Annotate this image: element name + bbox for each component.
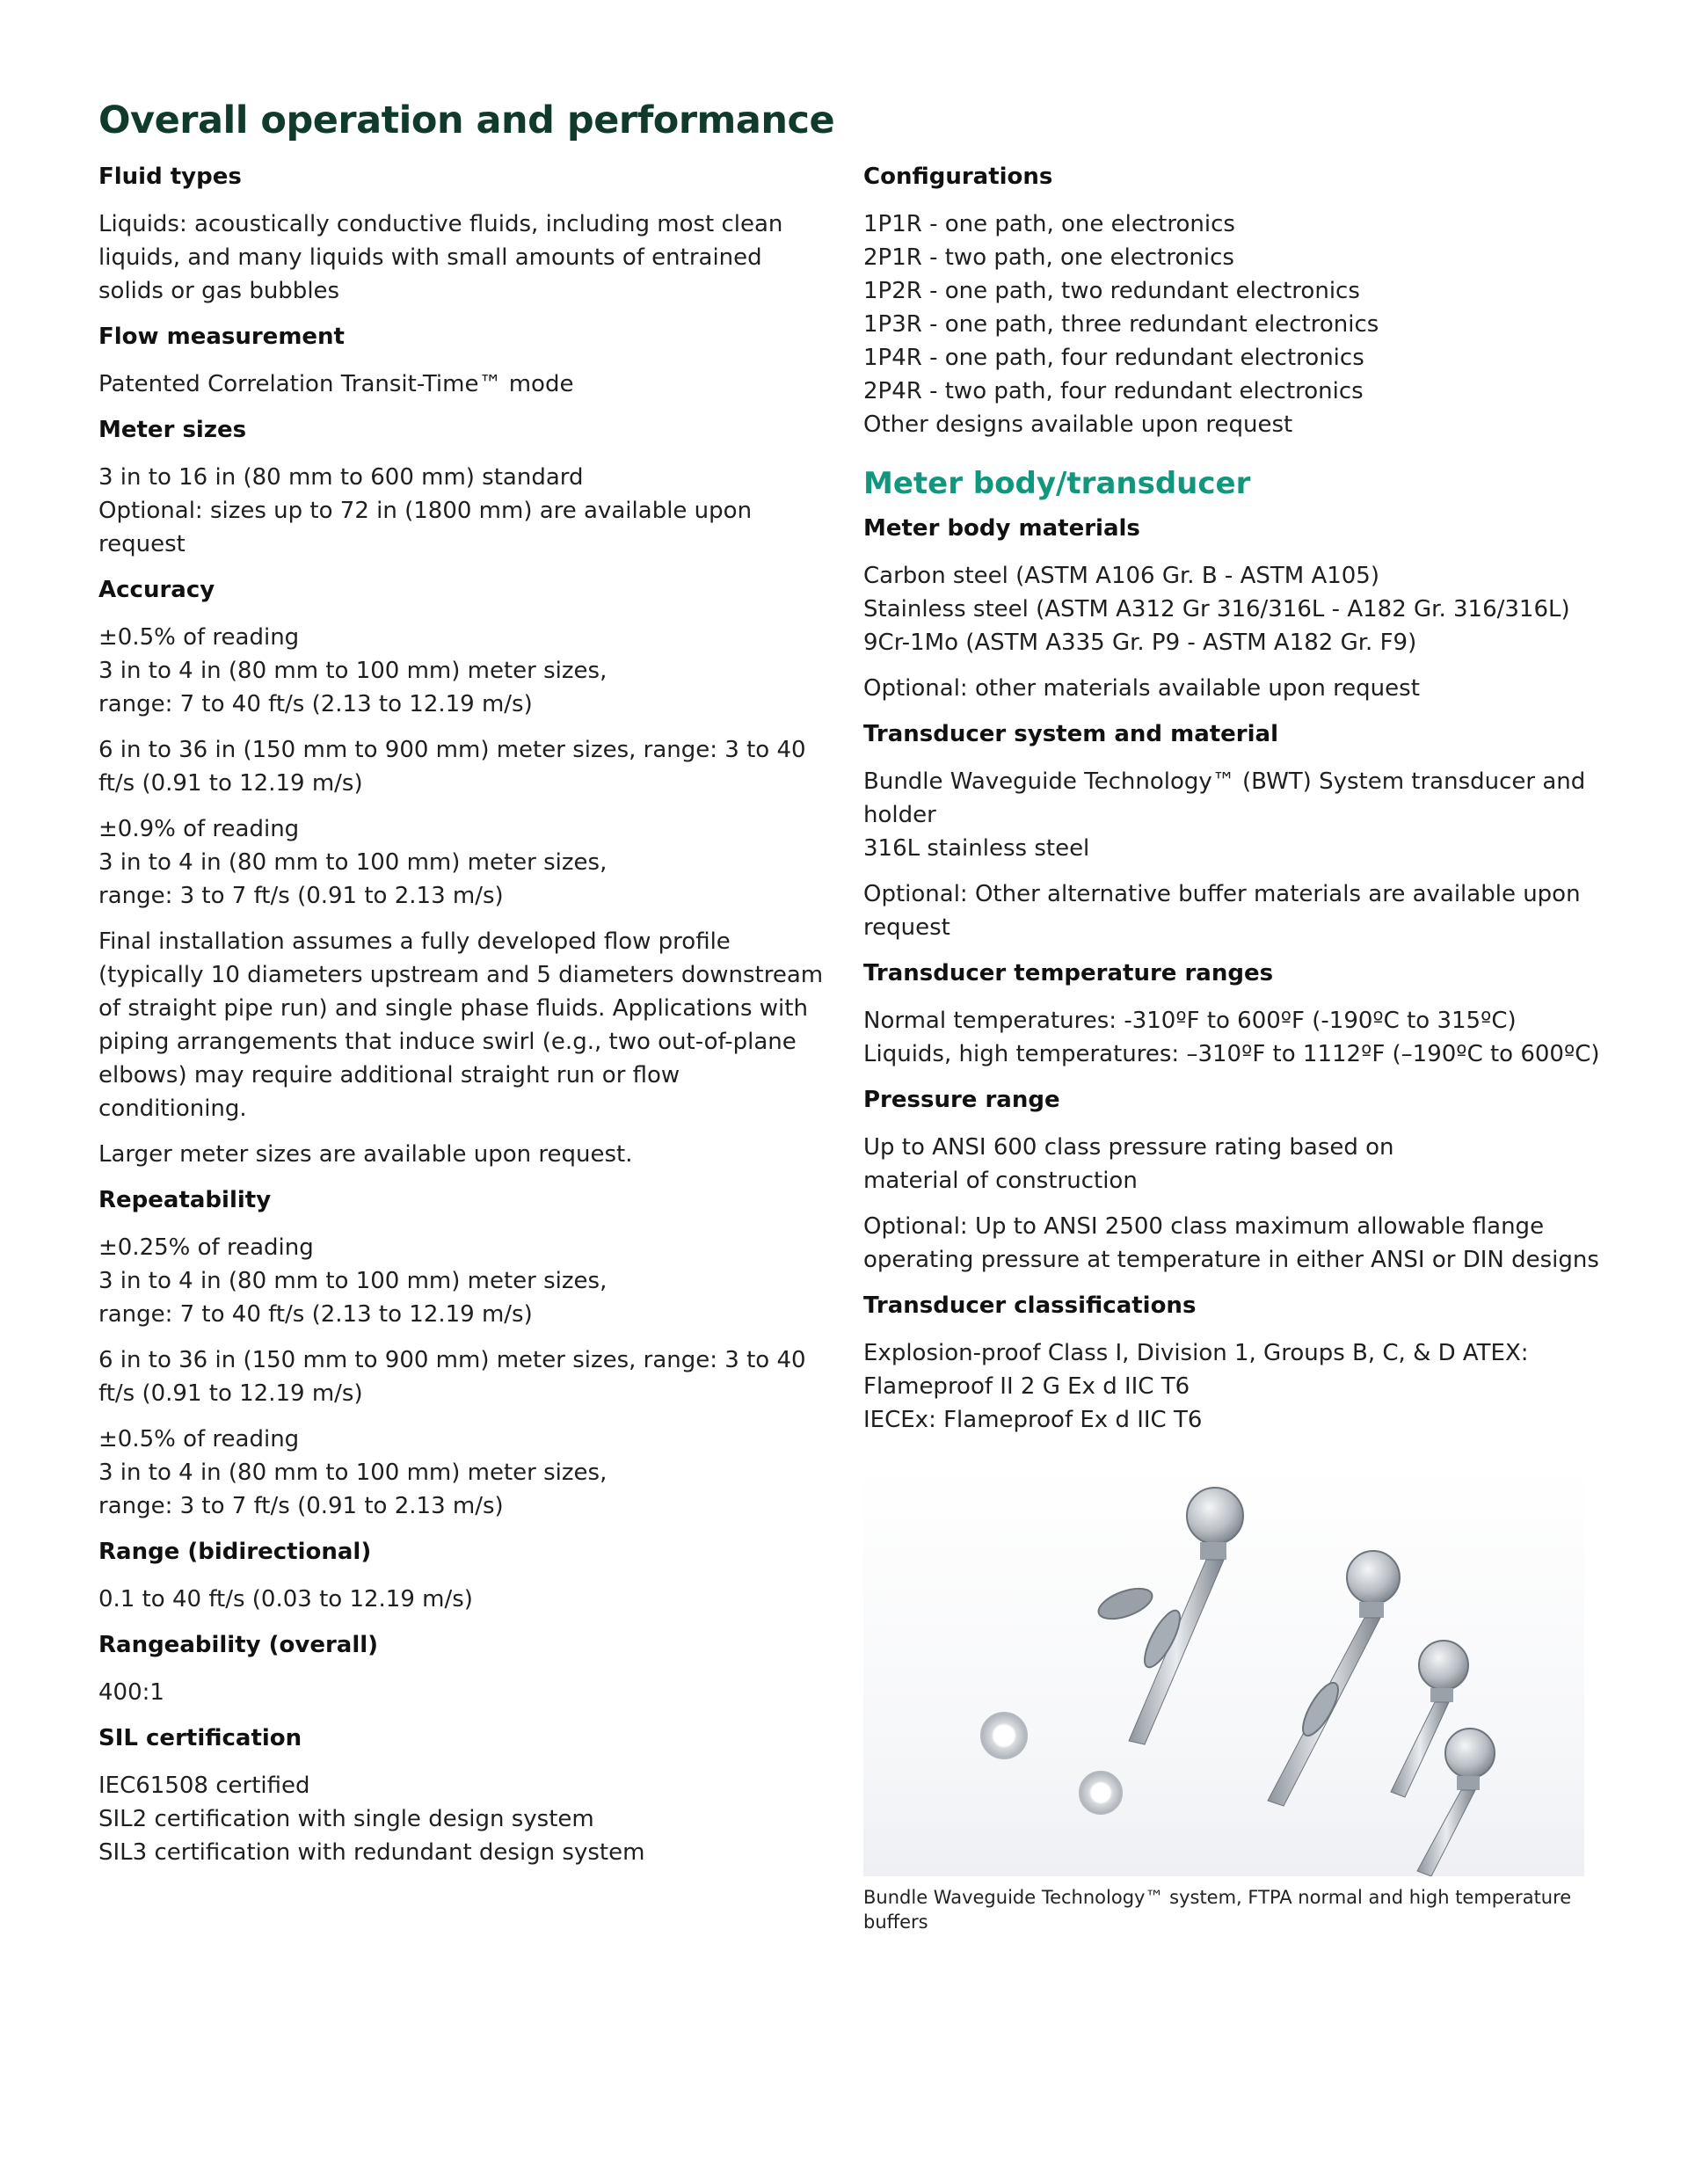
right-column (863, 160, 1602, 1934)
repeatability-p1 (98, 1231, 828, 1331)
repeatability-p1-line3: range: 7 to 40 ft/s (2.13 to 12.19 m/s) (98, 1301, 533, 1328)
accuracy-heading: Accuracy (98, 577, 215, 603)
sil-line3: SIL3 certification with redundant design system (98, 1839, 645, 1866)
meter-sizes-heading: Meter sizes (98, 417, 247, 443)
accuracy-p4: Final installation assumes a fully developed flow profile (typically 10 diameters upstream and 5 diameters downstream of straight pipe run) and single phase fluids. Applications with piping arrangements that induce swirl (e.g., two out-of-plane elbows) may require additional straight run or flow conditioning. (98, 928, 824, 1122)
material-stainless-steel: Stainless steel (ASTM A312 Gr 316/316L - A182 Gr. 316/316L) (863, 596, 1570, 622)
pressure-line2: material of construction (863, 1168, 1138, 1194)
buffer-ring (1080, 1772, 1122, 1814)
repeatability-p3-line1: ±0.5% of reading (98, 1426, 300, 1452)
repeatability-p2: 6 in to 36 in (150 mm to 900 mm) meter sizes, range: 3 to 40 ft/s (0.91 to 12.19 m/s) (98, 1347, 806, 1407)
pressure-optional: Optional: Up to ANSI 2500 class maximum allowable flange operating pressure at temperature in either ANSI or DIN designs (863, 1213, 1599, 1273)
configuration-item: 1P1R - one path, one electronics (863, 211, 1235, 237)
transducer-system-line2: 316L stainless steel (863, 835, 1090, 862)
repeatability-p3-line2: 3 in to 4 in (80 mm to 100 mm) meter sizes, (98, 1460, 608, 1486)
transducer-product-photo (863, 1463, 1584, 1876)
transducer-illustration (863, 1463, 1584, 1876)
fluid-types-text: Liquids: acoustically conductive fluids, including most clean liquids, and many liquids with small amounts of entrained solids or gas bubbles (98, 211, 783, 304)
material-9cr-1mo: 9Cr-1Mo (ASTM A335 Gr. P9 - ASTM A182 Gr. F9) (863, 630, 1417, 656)
accuracy-p1-line1: ±0.5% of reading (98, 624, 300, 651)
rangeability-heading: Rangeability (overall) (98, 1632, 379, 1658)
meter-sizes-standard: 3 in to 16 in (80 mm to 600 mm) standard (98, 464, 584, 491)
photo-caption: Bundle Waveguide Technology™ system, FTPA normal and high temperature buffers (863, 1887, 1572, 1933)
accuracy-p3-line1: ±0.9% of reading (98, 816, 300, 842)
buffer-ring (981, 1713, 1027, 1758)
configuration-item: 1P3R - one path, three redundant electronics (863, 311, 1379, 338)
transducer-system-text (863, 765, 1602, 865)
transducer-2 (1268, 1551, 1400, 1806)
accuracy-p5: Larger meter sizes are available upon request. (98, 1141, 633, 1168)
configurations-heading: Configurations (863, 164, 1053, 190)
classification-line1: Explosion-proof Class I, Division 1, Groups B, C, & D ATEX: (863, 1340, 1529, 1366)
transducer-4 (1417, 1729, 1495, 1876)
flow-measurement-heading: Flow measurement (98, 324, 345, 350)
range-text: 0.1 to 40 ft/s (0.03 to 12.19 m/s) (98, 1586, 473, 1613)
sil-line1: IEC61508 certified (98, 1773, 310, 1799)
range-heading: Range (bidirectional) (98, 1539, 372, 1565)
transducer-system-line1: Bundle Waveguide Technology™ (BWT) System transducer and holder (863, 768, 1586, 828)
accuracy-p1-line3: range: 7 to 40 ft/s (2.13 to 12.19 m/s) (98, 691, 533, 717)
configuration-item: Other designs available upon request (863, 411, 1293, 438)
sil-heading: SIL certification (98, 1725, 302, 1751)
transducer-1 (1095, 1488, 1243, 1744)
material-carbon-steel: Carbon steel (ASTM A106 Gr. B - ASTM A105) (863, 563, 1379, 589)
classifications-text (863, 1336, 1602, 1437)
classification-line3: IECEx: Flameproof Ex d IIC T6 (863, 1407, 1203, 1433)
pressure-text (863, 1131, 1602, 1198)
temperature-high: Liquids, high temperatures: –310ºF to 1112ºF (–190ºC to 600ºC) (863, 1041, 1600, 1067)
configuration-item: 1P2R - one path, two redundant electronics (863, 278, 1360, 304)
temperature-text (863, 1004, 1602, 1071)
meter-sizes-optional: Optional: sizes up to 72 in (1800 mm) are available upon request (98, 498, 753, 557)
accuracy-p1 (98, 621, 828, 721)
transducer-system-optional: Optional: Other alternative buffer materials are available upon request (863, 881, 1581, 941)
configurations-list (863, 207, 1602, 441)
repeatability-heading: Repeatability (98, 1187, 272, 1213)
accuracy-p1-line2: 3 in to 4 in (80 mm to 100 mm) meter sizes, (98, 658, 608, 684)
fluid-types-heading: Fluid types (98, 164, 242, 190)
accuracy-p3 (98, 812, 828, 913)
meter-body-section-title: Meter body/transducer (863, 466, 1251, 501)
sil-line2: SIL2 certification with single design system (98, 1806, 594, 1832)
meter-sizes-text (98, 461, 828, 561)
page-title: Overall operation and performance (98, 98, 835, 142)
configuration-item: 2P1R - two path, one electronics (863, 244, 1234, 271)
accuracy-p2: 6 in to 36 in (150 mm to 900 mm) meter sizes, range: 3 to 40 ft/s (0.91 to 12.19 m/s) (98, 737, 806, 797)
repeatability-p1-line1: ±0.25% of reading (98, 1234, 314, 1261)
meter-body-materials-optional: Optional: other materials available upon request (863, 675, 1420, 702)
classification-line2: Flameproof II 2 G Ex d IIC T6 (863, 1373, 1190, 1400)
temperature-heading: Transducer temperature ranges (863, 960, 1274, 986)
flow-measurement-text: Patented Correlation Transit-Time™ mode (98, 371, 574, 397)
classifications-heading: Transducer classifications (863, 1292, 1197, 1319)
configuration-item: 2P4R - two path, four redundant electronics (863, 378, 1364, 404)
sil-text (98, 1769, 828, 1869)
accuracy-p3-line3: range: 3 to 7 ft/s (0.91 to 2.13 m/s) (98, 883, 504, 909)
pressure-heading: Pressure range (863, 1087, 1060, 1113)
configuration-item: 1P4R - one path, four redundant electronics (863, 345, 1364, 371)
meter-body-materials-heading: Meter body materials (863, 515, 1140, 542)
meter-body-materials-list (863, 559, 1602, 659)
rangeability-text: 400:1 (98, 1679, 164, 1706)
transducer-system-heading: Transducer system and material (863, 721, 1278, 747)
accuracy-p3-line2: 3 in to 4 in (80 mm to 100 mm) meter sizes, (98, 849, 608, 876)
repeatability-p1-line2: 3 in to 4 in (80 mm to 100 mm) meter sizes, (98, 1268, 608, 1294)
left-column (98, 160, 828, 1882)
pressure-line1: Up to ANSI 600 class pressure rating based on (863, 1134, 1394, 1161)
repeatability-p3-line3: range: 3 to 7 ft/s (0.91 to 2.13 m/s) (98, 1493, 504, 1519)
repeatability-p3 (98, 1423, 828, 1523)
temperature-normal: Normal temperatures: -310ºF to 600ºF (-190ºC to 315ºC) (863, 1008, 1517, 1034)
